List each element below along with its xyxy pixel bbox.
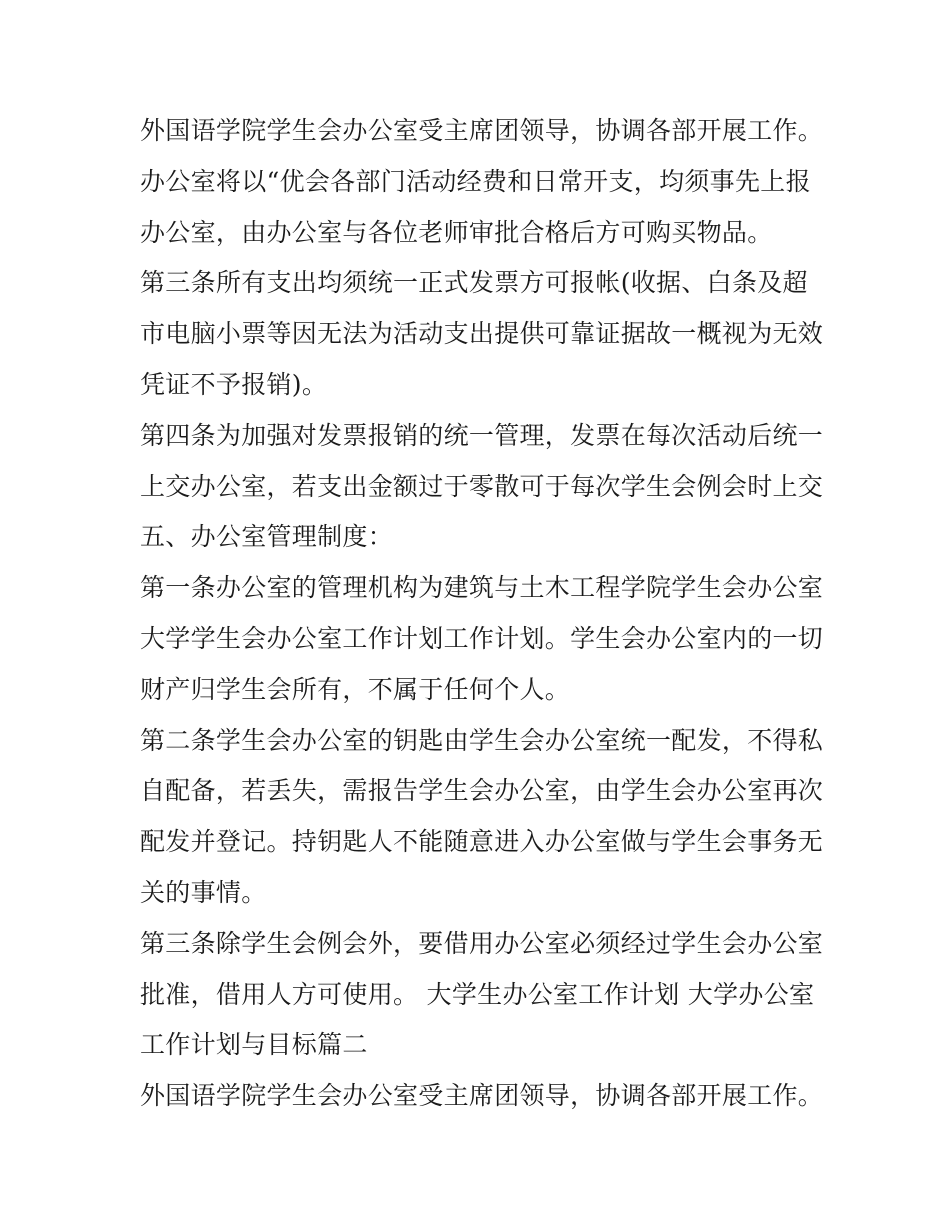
text-line-3: 办公室，由办公室与各位老师审批合格后方可购买物品。 <box>140 217 773 247</box>
text-line-14: 自配备，若丢失，需报告学生会办公室，由学生会办公室再次 <box>140 776 824 806</box>
text-line-11: 大学学生会办公室工作计划工作计划。学生会办公室内的一切 <box>140 623 824 653</box>
text-line-15: 配发并登记。持钥匙人不能随意进入办公室做与学生会事务无 <box>140 827 824 857</box>
text-line-10: 第一条办公室的管理机构为建筑与土木工程学院学生会办公室 <box>140 573 824 603</box>
text-line-17: 第三条除学生会例会外，要借用办公室必须经过学生会办公室 <box>140 928 824 958</box>
text-line-12: 财产归学生会所有，不属于任何个人。 <box>140 674 571 704</box>
text-line-16: 关的事情。 <box>140 877 267 907</box>
text-line-4: 第三条所有支出均须统一正式发票方可报帐(收据、白条及超 <box>140 268 808 298</box>
text-line-6: 凭证不予报销)。 <box>140 369 328 399</box>
text-line-18: 批准，借用人方可使用。 大学生办公室工作计划 大学办公室 <box>140 979 815 1009</box>
document-body <box>140 106 830 1122</box>
text-line-20: 外国语学院学生会办公室受主席团领导，协调各部开展工作。 <box>140 1081 824 1111</box>
text-line-7: 第四条为加强对发票报销的统一管理，发票在每次活动后统一 <box>140 420 824 450</box>
text-line-13: 第二条学生会办公室的钥匙由学生会办公室统一配发，不得私 <box>140 725 824 755</box>
text-line-9: 五、办公室管理制度： <box>140 522 394 552</box>
text-line-8: 上交办公室，若支出金额过于零散可于每次学生会例会时上交 <box>140 471 824 501</box>
text-line-2: 办公室将以“优会各部门活动经费和日常开支，均须事先上报 <box>140 166 811 196</box>
text-line-5: 市电脑小票等因无法为活动支出提供可靠证据故一概视为无效 <box>140 319 824 349</box>
text-line-1: 外国语学院学生会办公室受主席团领导，协调各部开展工作。 <box>140 116 824 145</box>
text-line-19: 工作计划与目标篇二 <box>140 1030 368 1060</box>
